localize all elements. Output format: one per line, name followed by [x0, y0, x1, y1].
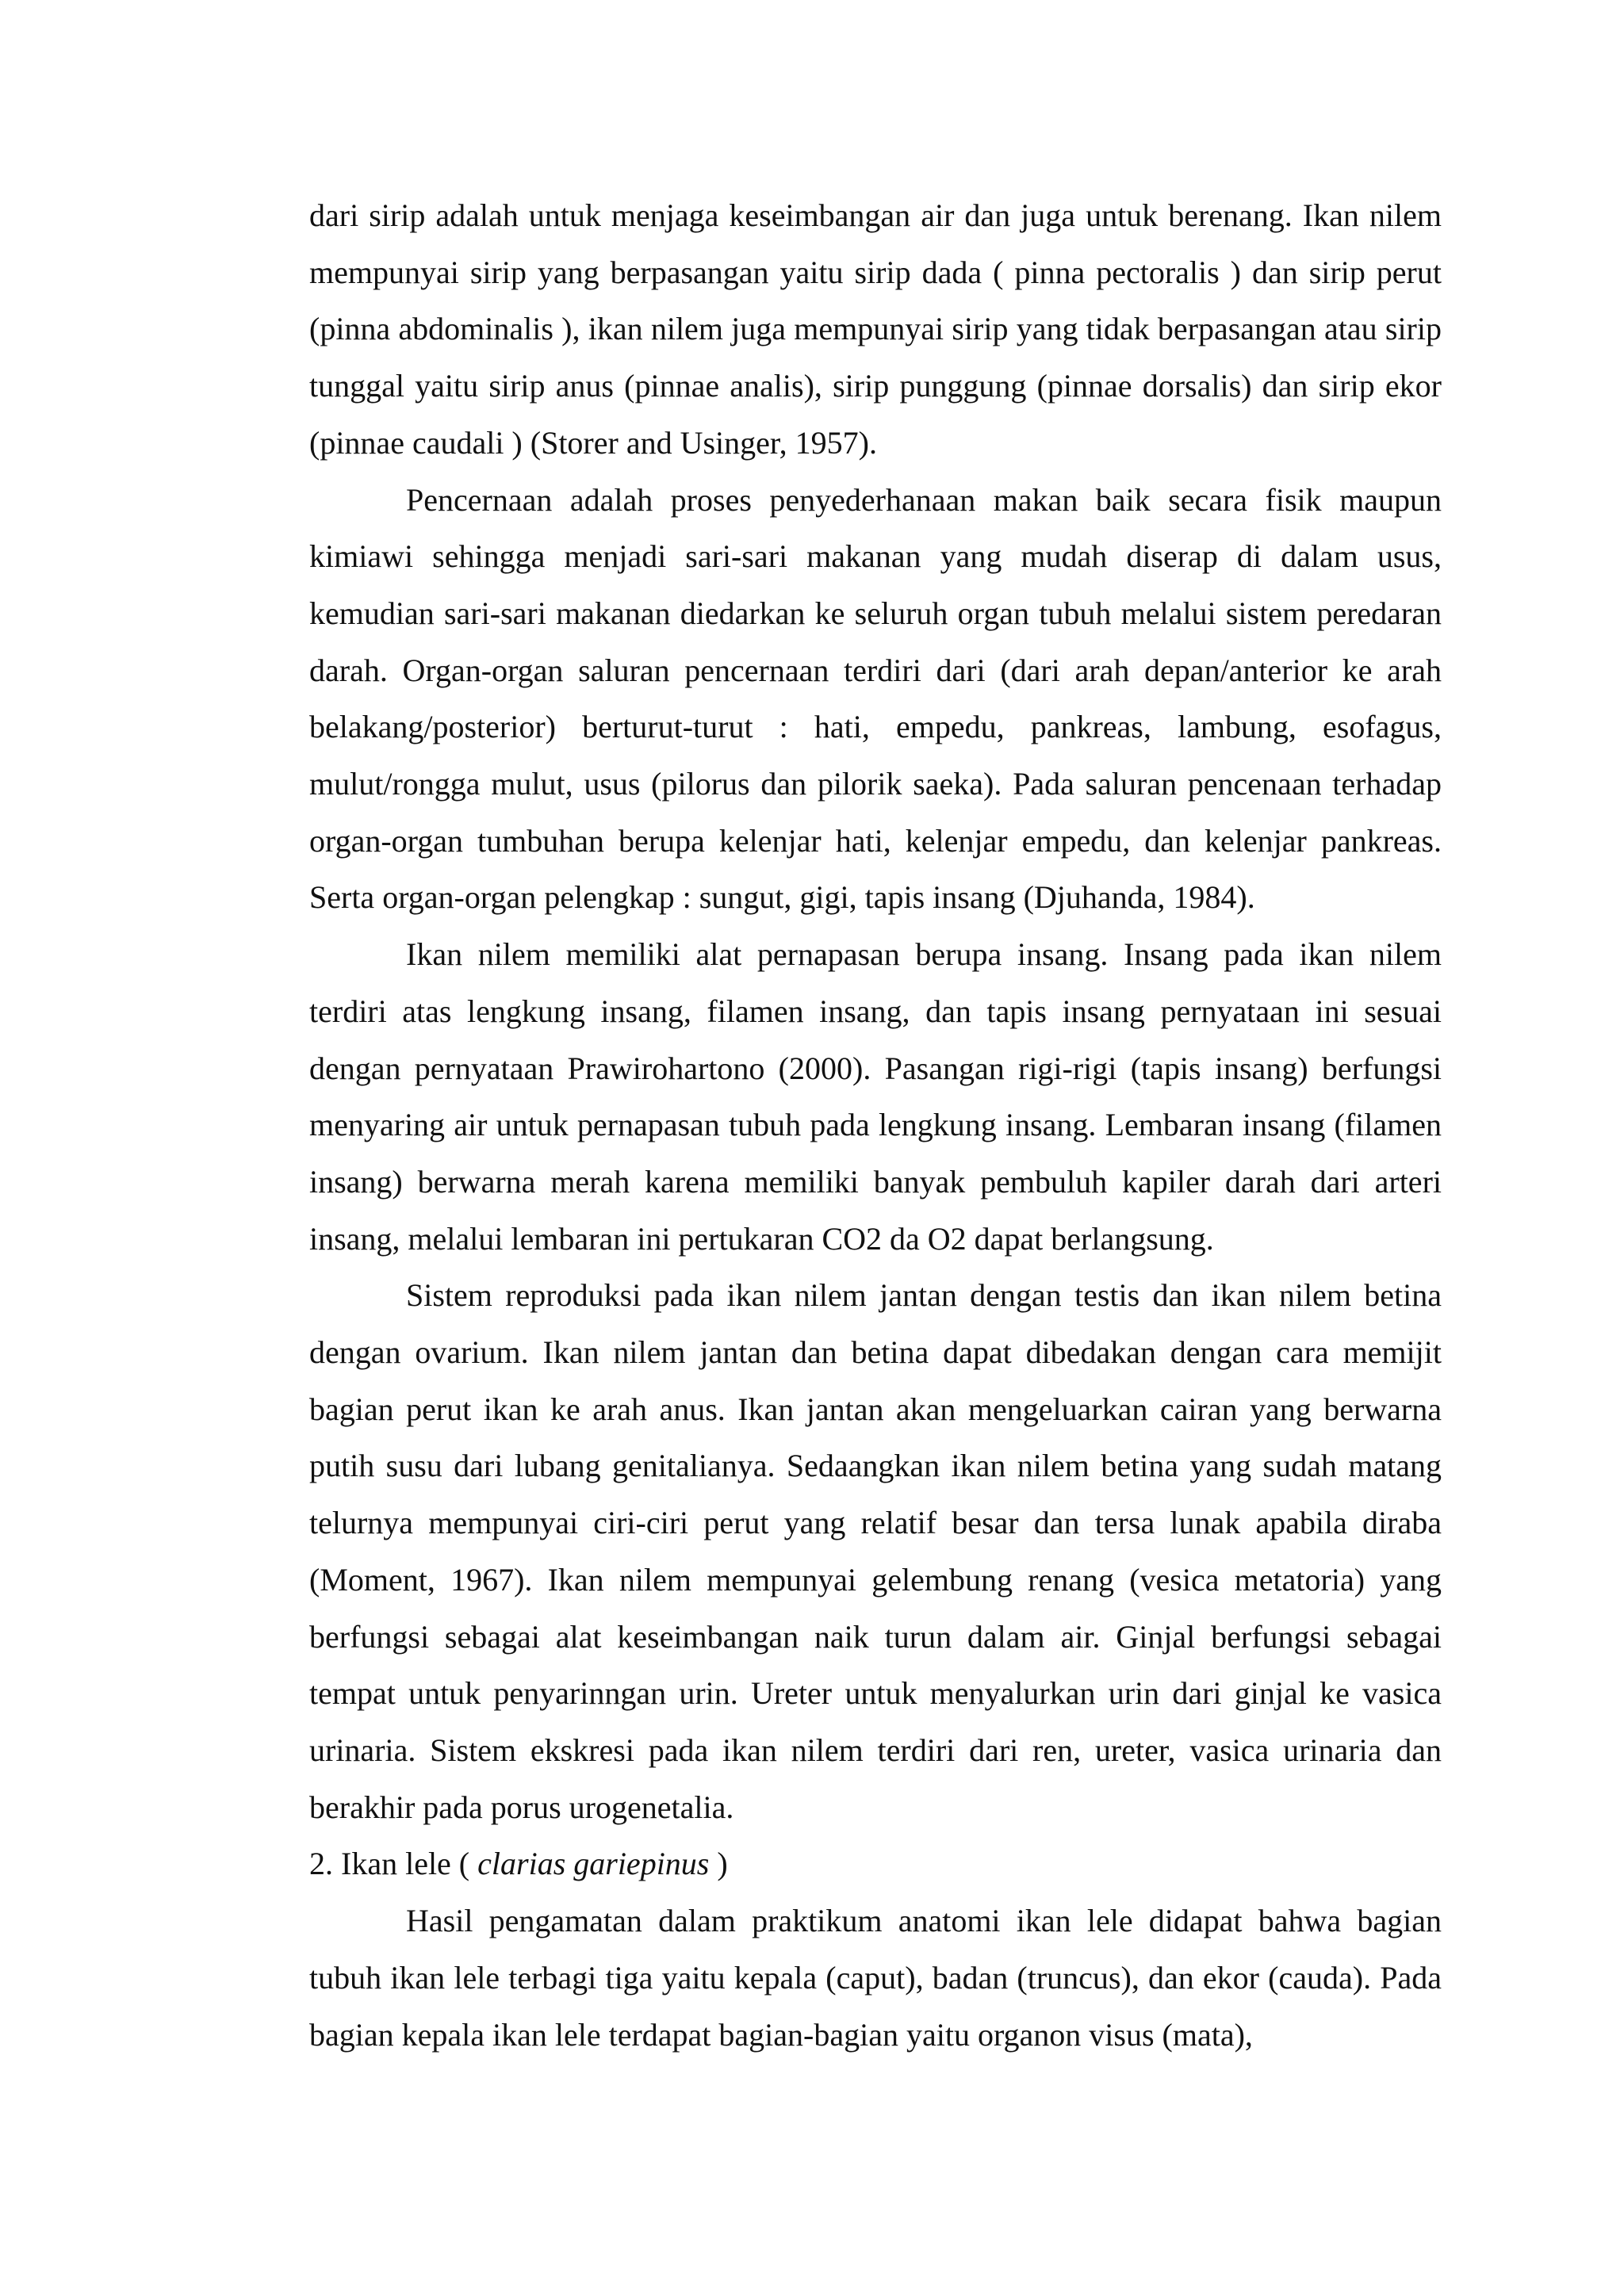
heading-prefix: 2. Ikan lele (: [309, 1846, 478, 1882]
section-heading: [309, 1835, 1442, 1892]
heading-suffix: ): [709, 1846, 728, 1882]
paragraph-fins: dari sirip adalah untuk menjaga keseimbangan air dan juga untuk berenang. Ikan nilem mempunyai sirip yang berpasangan yaitu sirip dada ( pinna pectoralis ) dan sirip perut (pinna abdominalis ), ikan nilem juga mempunyai sirip yang tidak berpasangan atau sirip tunggal yaitu sirip anus (pinnae analis), sirip punggung (pinnae dorsalis) dan sirip ekor (pinnae caudali ) (Storer and Usinger, 1957).: [309, 197, 1442, 461]
body-text: [309, 187, 1442, 2063]
paragraph-digestion: Pencernaan adalah proses penyederhanaan makan baik secara fisik maupun kimiawi sehingga menjadi sari-sari makanan yang mudah diserap di dalam usus, kemudian sari-sari makanan diedarkan ke seluruh organ tubuh melalui sistem peredaran darah. Organ-organ saluran pencernaan terdiri dari (dari arah depan/anterior ke arah belakang/posterior) berturut-turut : hati, empedu, pankreas, lambung, esofagus, mulut/rongga mulut, usus (pilorus dan pilorik saeka). Pada saluran pencenaan terhadap organ-organ tumbuhan berupa kelenjar hati, kelenjar empedu, dan kelenjar pankreas. Serta organ-organ pelengkap : sungut, gigi, tapis insang (Djuhanda, 1984).: [309, 481, 1442, 916]
paragraph-respiration: Ikan nilem memiliki alat pernapasan berupa insang. Insang pada ikan nilem terdiri atas lengkung insang, filamen insang, dan tapis insang pernyataan ini sesuai dengan pernyataan Prawirohartono (2000). Pasangan rigi-rigi (tapis insang) berfungsi menyaring air untuk pernapasan tubuh pada lengkung insang. Lembaran insang (filamen insang) berwarna merah karena memiliki banyak pembuluh kapiler darah dari arteri insang, melalui lembaran ini pertukaran CO2 da O2 dapat berlangsung.: [309, 936, 1442, 1257]
heading-species: clarias gariepinus: [477, 1846, 710, 1882]
paragraph-lele-anatomy: Hasil pengamatan dalam praktikum anatomi ikan lele didapat bahwa bagian tubuh ikan lele terbagi tiga yaitu kepala (caput), badan (truncus), dan ekor (cauda). Pada bagian kepala ikan lele terdapat bagian-bagian yaitu organon visus (mata),: [309, 1903, 1442, 2053]
paragraph-reproduction: Sistem reproduksi pada ikan nilem jantan dengan testis dan ikan nilem betina dengan ovarium. Ikan nilem jantan dan betina dapat dibedakan dengan cara memijit bagian perut ikan ke arah anus. Ikan jantan akan mengeluarkan cairan yang berwarna putih susu dari lubang genitalianya. Sedaangkan ikan nilem betina yang sudah matang telurnya mempunyai ciri-ciri perut yang relatif besar dan tersa lunak apabila diraba (Moment, 1967). Ikan nilem mempunyai gelembung renang (vesica metatoria) yang berfungsi sebagai alat keseimbangan naik turun dalam air. Ginjal berfungsi sebagai tempat untuk penyarinngan urin. Ureter untuk menyalurkan urin dari ginjal ke vasica urinaria. Sistem ekskresi pada ikan nilem terdiri dari ren, ureter, vasica urinaria dan berakhir pada porus urogenetalia.: [309, 1277, 1442, 1825]
